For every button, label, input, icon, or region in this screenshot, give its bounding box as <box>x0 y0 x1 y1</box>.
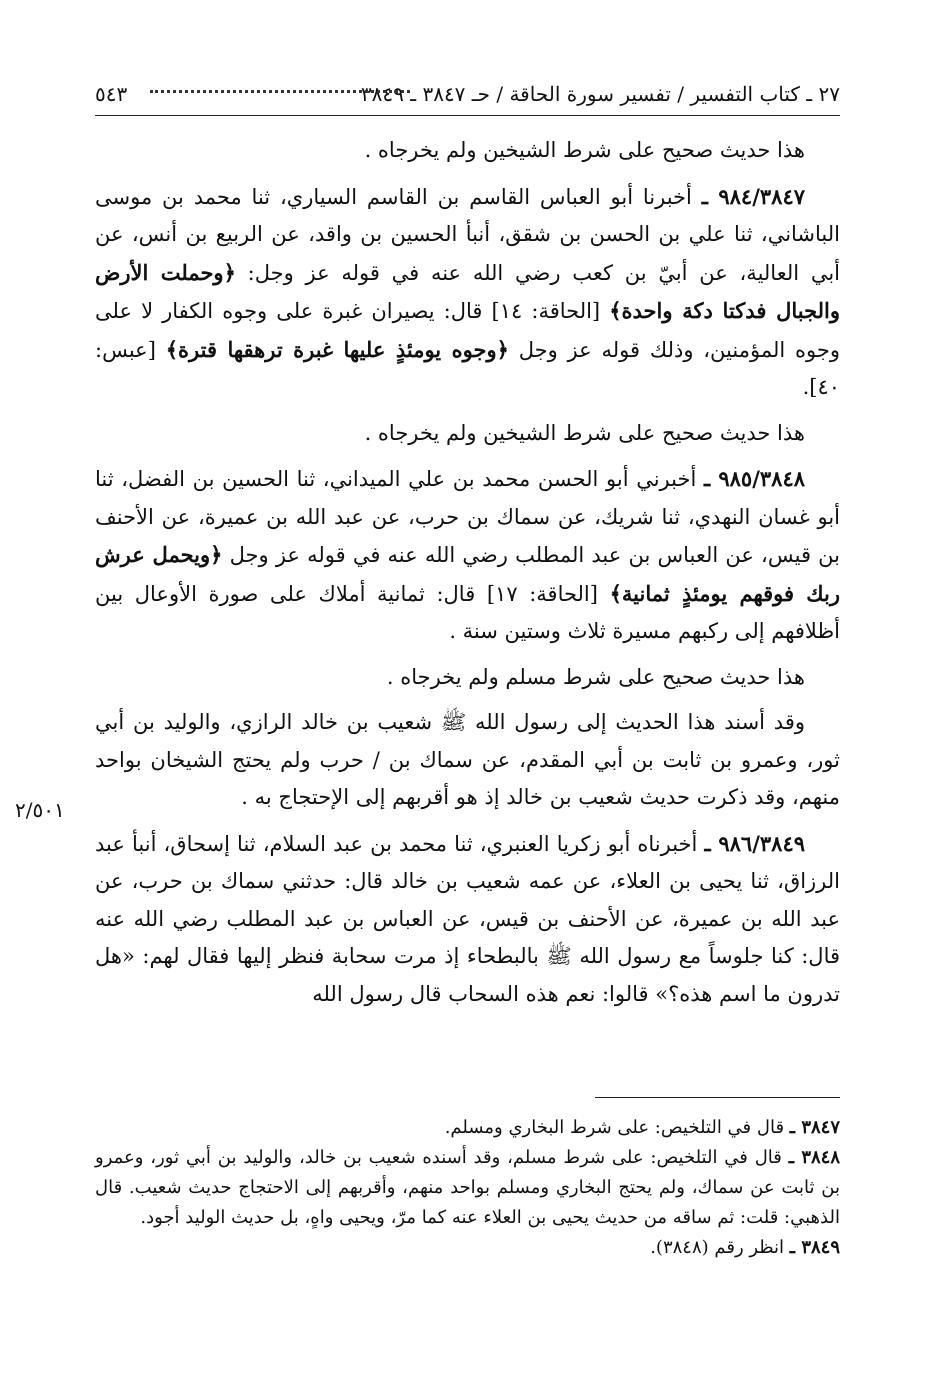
header-dot-leader <box>150 90 410 93</box>
hadith-3849 <box>95 825 840 1014</box>
footnote-text: قال في التلخيص: على شرط البخاري ومسلم. <box>444 1117 790 1138</box>
hadith-3848 <box>95 460 840 651</box>
running-title: ٢٧ ـ كتاب التفسير / تفسير سورة الحاقة / حـ ٣٨٤٧ ـ ٣٨٤٩ <box>360 82 840 106</box>
footnote-number: ٣٨٤٩ ـ <box>789 1237 840 1258</box>
footnote-text: انظر رقم (٣٨٤٨). <box>650 1237 790 1258</box>
quran-quote: ﴿ويحمل عرش ربك فوقهم يومئذٍ ثمانية﴾ <box>95 542 840 606</box>
main-text <box>95 132 840 1021</box>
hadith-number: ٩٨٤/٣٨٤٧ ـ <box>701 183 805 209</box>
footnote-3847 <box>95 1113 840 1143</box>
quran-quote: ﴿وحملت الأرض والجبال فدكتا دكة واحدة﴾ <box>95 259 840 323</box>
hadith-3847 <box>95 178 840 407</box>
hadith-text: [عبس: ٤٠]. <box>95 337 840 399</box>
footnote-text: قال في التلخيص: على شرط مسلم، وقد أسنده شعيب بن خالد، والوليد بن أبي ثور، وعمرو بن ثابت عن سماك، ولم يحتج البخاري ومسلم بواحد منهم، وأقربهم إلى الاحتجاج حديث شعيب. قال الذهبي: قلت: ثم ساقه من حديث يحيى بن العلاء عنه كما مرّ، ويحيى واهٍ، بل حديث الوليد أجود. <box>95 1147 840 1228</box>
hadith-number: ٩٨٥/٣٨٤٨ ـ <box>703 466 805 491</box>
footnote-rule <box>595 1097 840 1098</box>
hadith-number: ٩٨٦/٣٨٤٩ ـ <box>704 830 805 856</box>
margin-volume-reference: ٢/٥٠١ <box>15 798 65 822</box>
footnotes <box>95 1113 840 1263</box>
header-rule <box>95 115 840 116</box>
verdict-2: هذا حديث صحيح على شرط الشيخين ولم يخرجاه . <box>364 420 805 445</box>
footnote-number: ٣٨٤٨ ـ <box>788 1147 840 1168</box>
isnad-paragraph: وقد أسند هذا الحديث إلى رسول الله ﷺ شعيب بن خالد الرازي، والوليد بن أبي ثور، وعمرو بن ثابت بن أبي المقدم، عن سماك بن / حرب ولم يحتج الشيخان بواحد منهم، وقد ذكرت حديث شعيب بن خالد إذ هو أقربهم إلى الإحتجاج به . <box>95 710 840 809</box>
quran-quote: ﴿وجوه يومئذٍ عليها غبرة ترهقها قترة﴾ <box>165 336 509 362</box>
page-number: ٥٤٣ <box>95 82 128 106</box>
page-header <box>95 82 840 112</box>
hadith-text: [الحاقة: ١٧] قال: ثمانية أملاك على صورة الأوعال بين أظلافهم إلى ركبهم مسيرة ثلاث وستين سنة . <box>95 581 840 643</box>
hadith-text: أخبرنا أبو العباس القاسم بن القاسم السياري، ثنا محمد بن موسى الباشاني، ثنا علي بن الحسن بن شقق، أنبأ الحسين بن واقد، عن الربيع بن أنس، عن أبي العالية، عن أبيّ بن كعب رضي الله عنه في قوله عز وجل: <box>95 184 841 285</box>
hadith-text: [الحاقة: ١٤] قال: يصيران غبرة على وجوه الكفار لا على وجوه المؤمنين، وذلك قوله عز وجل <box>95 299 840 362</box>
verdict-3: هذا حديث صحيح على شرط مسلم ولم يخرجاه . <box>386 664 805 689</box>
verdict-1: هذا حديث صحيح على شرط الشيخين ولم يخرجاه . <box>364 138 805 162</box>
footnote-number: ٣٨٤٧ ـ <box>789 1117 840 1138</box>
hadith-text: أخبرناه أبو زكريا العنبري، ثنا محمد بن عبد السلام، ثنا إسحاق، أنبأ عبد الرزاق، ثنا يحيى بن العلاء، عن عمه شعيب بن خالد قال: حدثني سماك بن حرب، عن عبد الله بن عميرة، عن الأحنف بن قيس، عن العباس بن عبد المطلب رضي الله عنه قال: كنا جلوساً مع رسول الله ﷺ بالبطحاء إذ مرت سحابة فنظر إليها فقال لهم: «هل تدرون ما اسم هذه؟» قالوا: نعم هذه السحاب قال رسول الله <box>95 831 840 1006</box>
hadith-text: أخبرني أبو الحسن محمد بن علي الميداني، ثنا الحسين بن الفضل، ثنا أبو غسان النهدي، ثنا شريك، عن سماك بن حرب، عن عبد الله بن عميرة، عن الأحنف بن قيس، عن العباس بن عبد المطلب رضي الله عنه في قوله عز وجل <box>95 467 840 567</box>
footnote-3848 <box>95 1143 840 1233</box>
footnote-3849 <box>95 1233 840 1263</box>
